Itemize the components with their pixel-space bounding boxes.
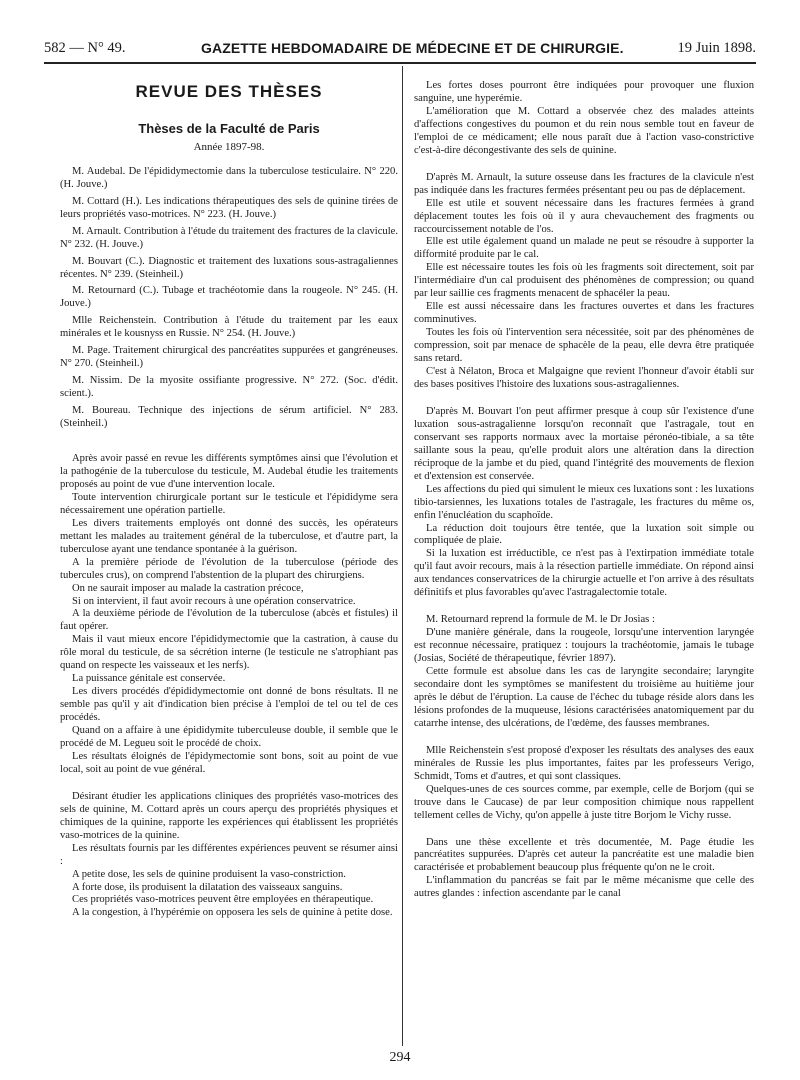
paragraph: M. Retournard reprend la formule de M. le Dr Josias : xyxy=(426,614,655,626)
paragraph: A la congestion, à l'hypérémie on opposera les sels de quinine à petite dose. xyxy=(72,907,393,919)
paragraph: A forte dose, ils produisent la dilatation des vaisseaux sanguins. xyxy=(72,881,343,893)
paragraph: Mlle Reichenstein s'est proposé d'exposer les résultats des analyses des eaux minérales de Russie les plus importantes, faites par les professeurs Verigo, Schmidt, Toms et d'autres, et qui sont classiques. xyxy=(414,744,754,782)
section-subtitle: Thèses de la Faculté de Paris xyxy=(138,120,320,136)
paragraph: Cette formule est absolue dans les cas de laryngite secondaire; laryngite secondaire dont les symptômes se manifestent du troisième au huitième jour après le début de l'éruption. La cause de l'échec du tubage réside alors dans les lésions profondes de la muqueuse, lésions caractérisées anatomiquement par du catarrhe intense, des ulcérations, de l'œdème, des fausses membranes. xyxy=(414,666,754,729)
paragraph: Quelques-unes de ces sources comme, par exemple, celle de Borjom (qui se trouve dans le Caucase) de par leur composition chimique nous rappellent tellement celles de Vichy, qu'on appelle à juste titre Borjom le Vichy russe. xyxy=(414,783,754,821)
thesis-entry: Mlle Reichenstein. Contribution à l'étude du traitement par les eaux minérales et le kousnyss en Russie. N° 254. (H. Jouve.) xyxy=(60,315,398,340)
thesis-entry: M. Bouvart (C.). Diagnostic et traitement des luxations sous-astragaliennes récentes. N° 239. (Steinheil.) xyxy=(60,255,398,280)
paragraph: Si on intervient, il faut avoir recours à une opération conservatrice. xyxy=(72,595,356,607)
issue-number: 582 — N° 49. xyxy=(44,40,126,56)
paragraph: Elle est utile et souvent nécessaire dans les fractures fermées à grand déplacement toutes les fois où il y aura chevauchement des fragments ou raccourcissement notable de l'os. xyxy=(414,197,754,235)
paragraph: Les divers traitements employés ont donné des succès, les opérateurs mettant les malades au traitement général de la tuberculose, et d'autre part, la tuberculose ayant une tendance spontanée à la guérison. xyxy=(60,517,398,555)
section-title: REVUE DES THÈSES xyxy=(135,82,323,101)
paragraph: L'inflammation du pancréas se fait par le même mécanisme que celle des autres glandes : infection ascendante par le canal xyxy=(414,875,754,900)
thesis-entry: M. Page. Traitement chirurgical des pancréatites suppurées et gangréneuses. N° 270. (Steinheil.) xyxy=(60,345,398,370)
paragraph: Les résultats éloignés de l'épidymectomie sont bons, soit au point de vue local, soit au point de vue général. xyxy=(60,750,398,775)
academic-year: Année 1897-98. xyxy=(193,140,265,153)
paragraph: Les fortes doses pourront être indiquées pour provoquer une fluxion sanguine, une hyperémie. xyxy=(414,80,754,104)
paragraph: A petite dose, les sels de quinine produisent la vaso-constriction. xyxy=(72,868,346,880)
paragraph: La puissance génitale est conservée. xyxy=(72,673,226,685)
header-rule xyxy=(44,62,756,64)
paragraph: A la première période de l'évolution de la tuberculose (période des tubercules crus), on comprend l'abstention de la plupart des chirurgiens. xyxy=(60,556,398,581)
paragraph: Désirant étudier les applications cliniques des propriétés vaso-motrices des sels de quinine, M. Cottard après un cours aperçu des propriétés physiques et chimiques de la quinine, rapporte les expériences qui établissent les propriétés vaso-motrices de la quinine. xyxy=(60,790,398,841)
paragraph: Les divers procédés d'épididymectomie ont donné de bons résultats. Il ne semble pas qu'il y ait d'indication bien précise à l'emploi de tel ou tel de ces procédés. xyxy=(60,686,398,724)
paragraph: Dans une thèse excellente et très documentée, M. Page étudie les pancréatites suppurées. D'après cet auteur la pancréatite est une maladie bien caractérisée et probablement beaucoup plus fréquente qu'on ne le croit. xyxy=(414,836,754,874)
paragraph: Elle est nécessaire toutes les fois où les fragments soit directement, soit par l'intermédiaire d'un cal produisent des phénomènes de compression; ou quand par leur saillie ces fragments menacent de sphacéler la peau. xyxy=(414,262,754,300)
paragraph: On ne saurait imposer au malade la castration précoce, xyxy=(72,582,304,594)
paragraph: Après avoir passé en revue les différents symptômes ainsi que l'évolution et la pathogénie de la tuberculose du testicule, M. Audebal étudie les traitements proposés au point de vue d'une intervention locale. xyxy=(60,453,398,490)
thesis-entry: M. Nissim. De la myosite ossifiante progressive. N° 272. (Soc. d'édit. scient.). xyxy=(60,375,398,400)
paragraph: Ces propriétés vaso-motrices peuvent être employées en thérapeutique. xyxy=(72,894,374,906)
thesis-entry: M. Cottard (H.). Les indications thérapeutiques des sels de quinine tirées de leurs propriétés vaso-motrices. N° 223. (H. Jouve.) xyxy=(60,195,398,220)
paragraph: Quand on a affaire à une épididymite tuberculeuse double, il semble que le procédé de M. Legueu soit le procédé de choix. xyxy=(60,725,398,749)
paragraph: D'après M. Arnault, la suture osseuse dans les fractures de la clavicule n'est pas indiquée dans les fractures fermées présentant peu ou pas de déplacement. xyxy=(414,171,754,196)
paragraph: D'après M. Bouvart l'on peut affirmer presque à coup sûr l'existence d'une luxation sous-astragalienne lorsqu'on reconnaît que l'astragale, tout en conservant ses rapports normaux avec la mortaise péronéo-tibiale, a sa tête saillante sous la peau, qu'elle produit alors une altération dans la direction réciproque de la jambe et du pied, quand l'intégrité des mouvements de flexion et d'extension est conservée. xyxy=(414,405,754,482)
paragraph: Si la luxation est irréductible, ce n'est pas à l'extirpation immédiate totale qu'il faut avoir recours, mais à la résection partielle immédiate. On répond ainsi aux tendances conservatrices de la chirurgie actuelle et l'on arrive à des résultats définitifs et plus favorables qu'avec l'astragalectomie totale. xyxy=(414,548,754,599)
left-column xyxy=(60,80,398,920)
thesis-entry: M. Audebal. De l'épididymectomie dans la tuberculose testiculaire. N° 220. (H. Jouve.) xyxy=(60,165,398,190)
right-column xyxy=(414,80,754,901)
paragraph: L'amélioration que M. Cottard a observée chez des malades atteints d'affections congestives du poumon et du rein nous semble tout en faveur de l'emploi de ce médicament; elle nous paraît due à l'action vaso-constrictive c'est-à-dire décongestivante des sels de quinine. xyxy=(414,105,754,156)
thesis-entry: M. Boureau. Technique des injections de sérum artificiel. N° 283. (Steinheil.) xyxy=(60,405,398,430)
issue-date: 19 Juin 1898. xyxy=(677,40,756,56)
paragraph: Toutes les fois où l'intervention sera nécessitée, soit par des phénomènes de compression, soit par menace de sphacèle de la peau, elle devra être pratiquée sans retard. xyxy=(414,327,754,365)
page-number: 294 xyxy=(389,1050,411,1065)
paragraph: Toute intervention chirurgicale portant sur le testicule et l'épididyme sera nécessairement une opération partielle. xyxy=(60,491,398,516)
running-header xyxy=(44,36,756,62)
paragraph: Mais il vaut mieux encore l'épididymectomie que la castration, à cause du rôle moral du testicule, de sa sécrétion interne (le testicule ne s'atrophiant pas quand on respecte les vaisseaux et les nerfs). xyxy=(60,634,398,672)
paragraph: D'une manière générale, dans la rougeole, lorsqu'une intervention laryngée est reconnue nécessaire, pratiquez : toujours la trachéotomie, jamais le tubage (Josias, Société de thérapeutique, février 1897). xyxy=(414,627,754,665)
paragraph: C'est à Nélaton, Broca et Malgaigne que revient l'honneur d'avoir établi sur des bases positives l'histoire des luxations sous-astragaliennes. xyxy=(414,366,754,390)
paragraph: Les résultats fournis par les différentes expériences peuvent se résumer ainsi : xyxy=(60,842,398,867)
paragraph: Les affections du pied qui simulent le mieux ces luxations sont : les luxations tibio-tarsiennes, les luxations totales de l'astragale, les fractures du même os, enfin l'énucléation du scaphoïde. xyxy=(414,483,754,521)
paragraph: Elle est utile également quand un malade ne peut se résoudre à supporter la difformité produite par le cal. xyxy=(414,236,754,261)
paragraph: A la deuxième période de l'évolution de la tuberculose (abcès et fistules) il faut opérer. xyxy=(60,608,398,633)
journal-title: GAZETTE HEBDOMADAIRE DE MÉDECINE ET DE CHIRURGIE. xyxy=(201,40,624,56)
thesis-entry: M. Arnault. Contribution à l'étude du traitement des fractures de la clavicule. N° 232. (H. Jouve.) xyxy=(60,225,398,250)
thesis-entry: M. Retournard (C.). Tubage et trachéotomie dans la rougeole. N° 245. (H. Jouve.) xyxy=(60,285,398,310)
column-divider xyxy=(402,66,403,1046)
paragraph: La réduction doit toujours être tentée, que la luxation soit simple ou compliquée de plaie. xyxy=(414,522,754,547)
paragraph: Elle est aussi nécessaire dans les fractures ouvertes et dans les fractures comminutives. xyxy=(414,301,754,326)
